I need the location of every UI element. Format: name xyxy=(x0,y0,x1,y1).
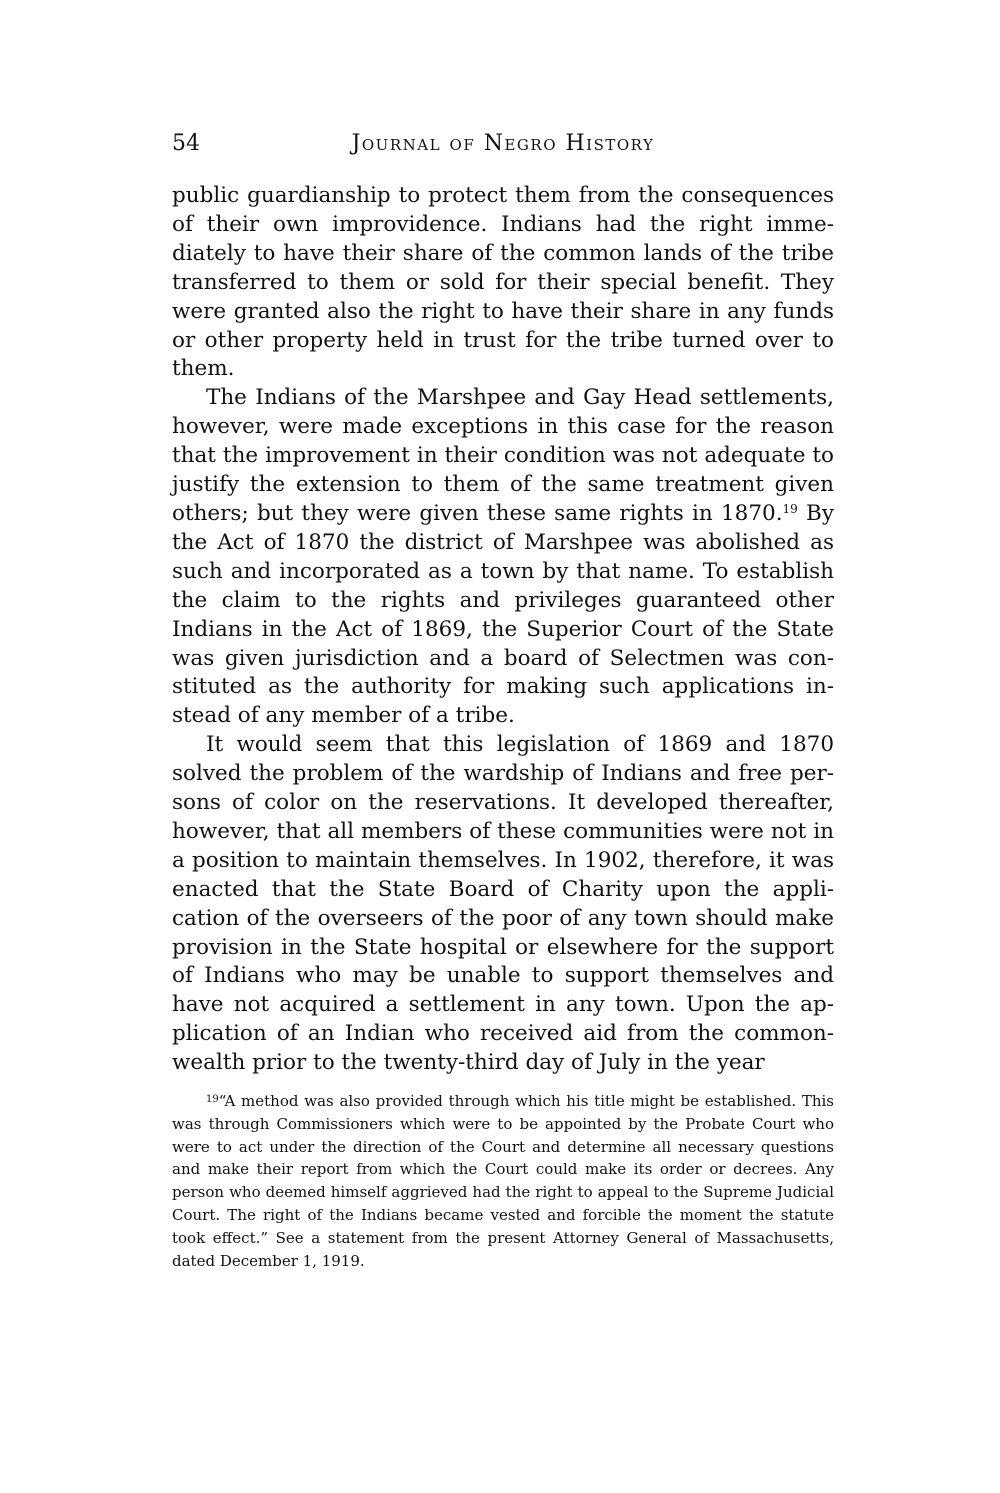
page-number: 54 xyxy=(172,131,200,156)
running-head xyxy=(172,128,834,168)
paragraph-marshpee-text-part1: The Indians of the Marshpee and Gay Head settlements, however, were made exceptions in this case for the reason that the improvement in their condition was not adequate to justify the extension to them of the same treatment given others; but they were given these same rights in 1870. xyxy=(172,385,834,526)
paragraph-guardianship: public guardianship to protect them from the consequences of their own improvidence. Indians had the right immediately to have their share of the common lands of the tribe transferred to them or sold for their special benefit. They were granted also the right to have their share in any funds or other property held in trust for the tribe turned over to them. xyxy=(172,183,834,382)
paragraph-legislation-1869-1870: It would seem that this legislation of 1869 and 1870 solved the problem of the wardship of Indians and free persons of color on the reservations. It developed thereafter, however, that all members of these communities were not in a position to maintain themselves. In 1902, therefore, it was enacted that the State Board of Charity upon the application of the overseers of the poor of any town should make provision in the State hospital or elsewhere for the support of Indians who may be unable to support themselves and have not acquired a settlement in any town. Upon the application of an Indian who received aid from the commonwealth prior to the twenty-third day of July in the year xyxy=(172,732,834,1076)
footnote-19 xyxy=(172,1090,834,1272)
footnote-mark: 19 xyxy=(206,1094,219,1105)
body-text xyxy=(172,182,834,1078)
paragraph-marshpee-text-part2: By the Act of 1870 the district of Marshpee was abolished as such and incorporated as a town by that name. To establish the claim to the rights and privileges guaranteed other Indians in the Act of 1869, the Superior Court of the State was given jurisdiction and a board of Selectmen was constituted as the authority for making such applications instead of any member of a tribe. xyxy=(172,500,835,729)
footnote-reference[interactable]: 19 xyxy=(782,501,798,516)
journal-title: Journal of Negro History xyxy=(351,131,655,156)
footnotes xyxy=(172,1090,834,1272)
paragraph-marshpee-gay-head xyxy=(172,384,834,731)
footnote-text: “A method was also provided through which his title might be established. This was through Commissioners which were to be appointed by the Probate Court who were to act under the direction of the Court and determine all necessary questions and make their report from which the Court could make its order or decrees. Any person who deemed himself aggrieved had the right to appeal to the Supreme Judicial Court. The right of the Indians became vested and forcible the moment the statute took effect.” See a statement from the present Attorney General of Massachusetts, dated December 1, 1919. xyxy=(172,1092,834,1270)
